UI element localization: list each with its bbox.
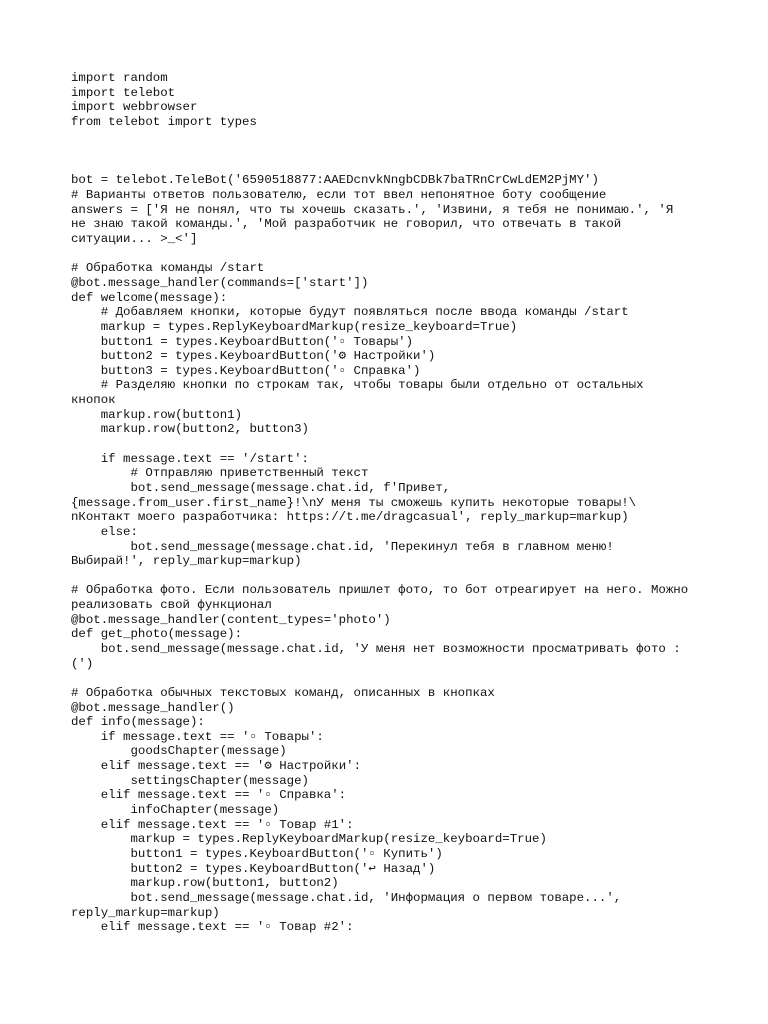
code-line: bot.send_message(message.chat.id, f'Привет,: [71, 480, 451, 495]
code-line: nКонтакт моего разработчика: https://t.me/dragcasual', reply_markup=markup): [71, 510, 629, 525]
code-line: [71, 247, 711, 262]
code-line: infoChapter(message): [71, 803, 280, 818]
code-line: markup = types.ReplyKeyboardMarkup(resize_keyboard=True): [71, 319, 518, 334]
code-line: bot = telebot.TeleBot('6590518877:AAEDcnvkNngbCDBk7baTRnCrCwLdEM2PjMY'): [71, 173, 599, 188]
code-line: [71, 671, 711, 686]
code-line: elif message.text == '▫ Справка':: [71, 788, 347, 803]
code-line: from telebot import types: [71, 114, 257, 129]
code-line: button3 = types.KeyboardButton('▫ Справка'): [71, 363, 421, 378]
code-line: # Обработка фото. Если пользователь пришлет фото, то бот отреагирует на него. Можно: [71, 583, 689, 598]
code-line: ситуации... >_<']: [71, 232, 198, 247]
code-line: elif message.text == '⚙ Настройки':: [71, 759, 362, 774]
code-line: def get_photo(message):: [71, 627, 243, 642]
code-line: # Обработка команды /start: [71, 261, 265, 276]
code-line: def info(message):: [71, 715, 205, 730]
code-line: def welcome(message):: [71, 290, 228, 305]
code-line: goodsChapter(message): [71, 744, 287, 759]
code-line: # Отправляю приветственный текст: [71, 466, 369, 481]
code-line: markup = types.ReplyKeyboardMarkup(resize_keyboard=True): [71, 832, 547, 847]
code-line: @bot.message_handler(commands=['start']): [71, 275, 369, 290]
code-line: if message.text == '▫ Товары':: [71, 729, 324, 744]
code-line: {message.from_user.first_name}!\nУ меня ты сможешь купить некоторые товары!\: [71, 495, 637, 510]
code-line: [71, 144, 711, 159]
code-line: bot.send_message(message.chat.id, 'У меня нет возможности просматривать фото :: [71, 641, 681, 656]
code-line: button2 = types.KeyboardButton('⚙ Настройки'): [71, 349, 436, 364]
code-line: elif message.text == '▫ Товар #1':: [71, 817, 354, 832]
code-line: # Добавляем кнопки, которые будут появляться после ввода команды /start: [71, 305, 629, 320]
code-line: markup.row(button2, button3): [71, 422, 309, 437]
code-line: reply_markup=markup): [71, 905, 220, 920]
code-line: кнопок: [71, 393, 116, 408]
code-line: button1 = types.KeyboardButton('▫ Товары'): [71, 334, 414, 349]
code-line: markup.row(button1): [71, 407, 243, 422]
code-line: import telebot: [71, 85, 176, 100]
code-line: реализовать свой функционал: [71, 598, 272, 613]
code-listing: [71, 71, 711, 935]
code-line: elif message.text == '▫ Товар #2':: [71, 920, 354, 935]
code-line: markup.row(button1, button2): [71, 876, 339, 891]
code-line: import random: [71, 71, 168, 85]
code-line: [71, 130, 711, 145]
code-line: else:: [71, 524, 138, 539]
code-line: if message.text == '/start':: [71, 451, 309, 466]
code-line: [71, 569, 711, 584]
code-line: [71, 437, 711, 452]
code-line: # Разделяю кнопки по строкам так, чтобы товары были отдельно от остальных: [71, 378, 644, 393]
code-line: Выбирай!', reply_markup=markup): [71, 554, 302, 569]
code-line: button1 = types.KeyboardButton('▫ Купить'): [71, 846, 443, 861]
code-line: settingsChapter(message): [71, 773, 309, 788]
code-line: bot.send_message(message.chat.id, 'Перекинул тебя в главном меню!: [71, 539, 614, 554]
code-line: bot.send_message(message.chat.id, 'Информация о первом товаре...',: [71, 890, 622, 905]
code-line: ('): [71, 656, 94, 671]
code-line: не знаю такой команды.', 'Мой разработчик не говорил, что отвечать в такой: [71, 217, 622, 232]
code-line: @bot.message_handler(): [71, 700, 235, 715]
code-line: @bot.message_handler(content_types='photo'): [71, 612, 391, 627]
code-line: import webbrowser: [71, 100, 198, 115]
code-line: # Варианты ответов пользователю, если тот ввел непонятное боту сообщение: [71, 188, 607, 203]
code-line: button2 = types.KeyboardButton('↩ Назад'): [71, 861, 436, 876]
code-line: [71, 159, 711, 174]
code-line: answers = ['Я не понял, что ты хочешь сказать.', 'Извини, я тебя не понимаю.', 'Я: [71, 202, 674, 217]
code-line: # Обработка обычных текстовых команд, описанных в кнопках: [71, 685, 495, 700]
